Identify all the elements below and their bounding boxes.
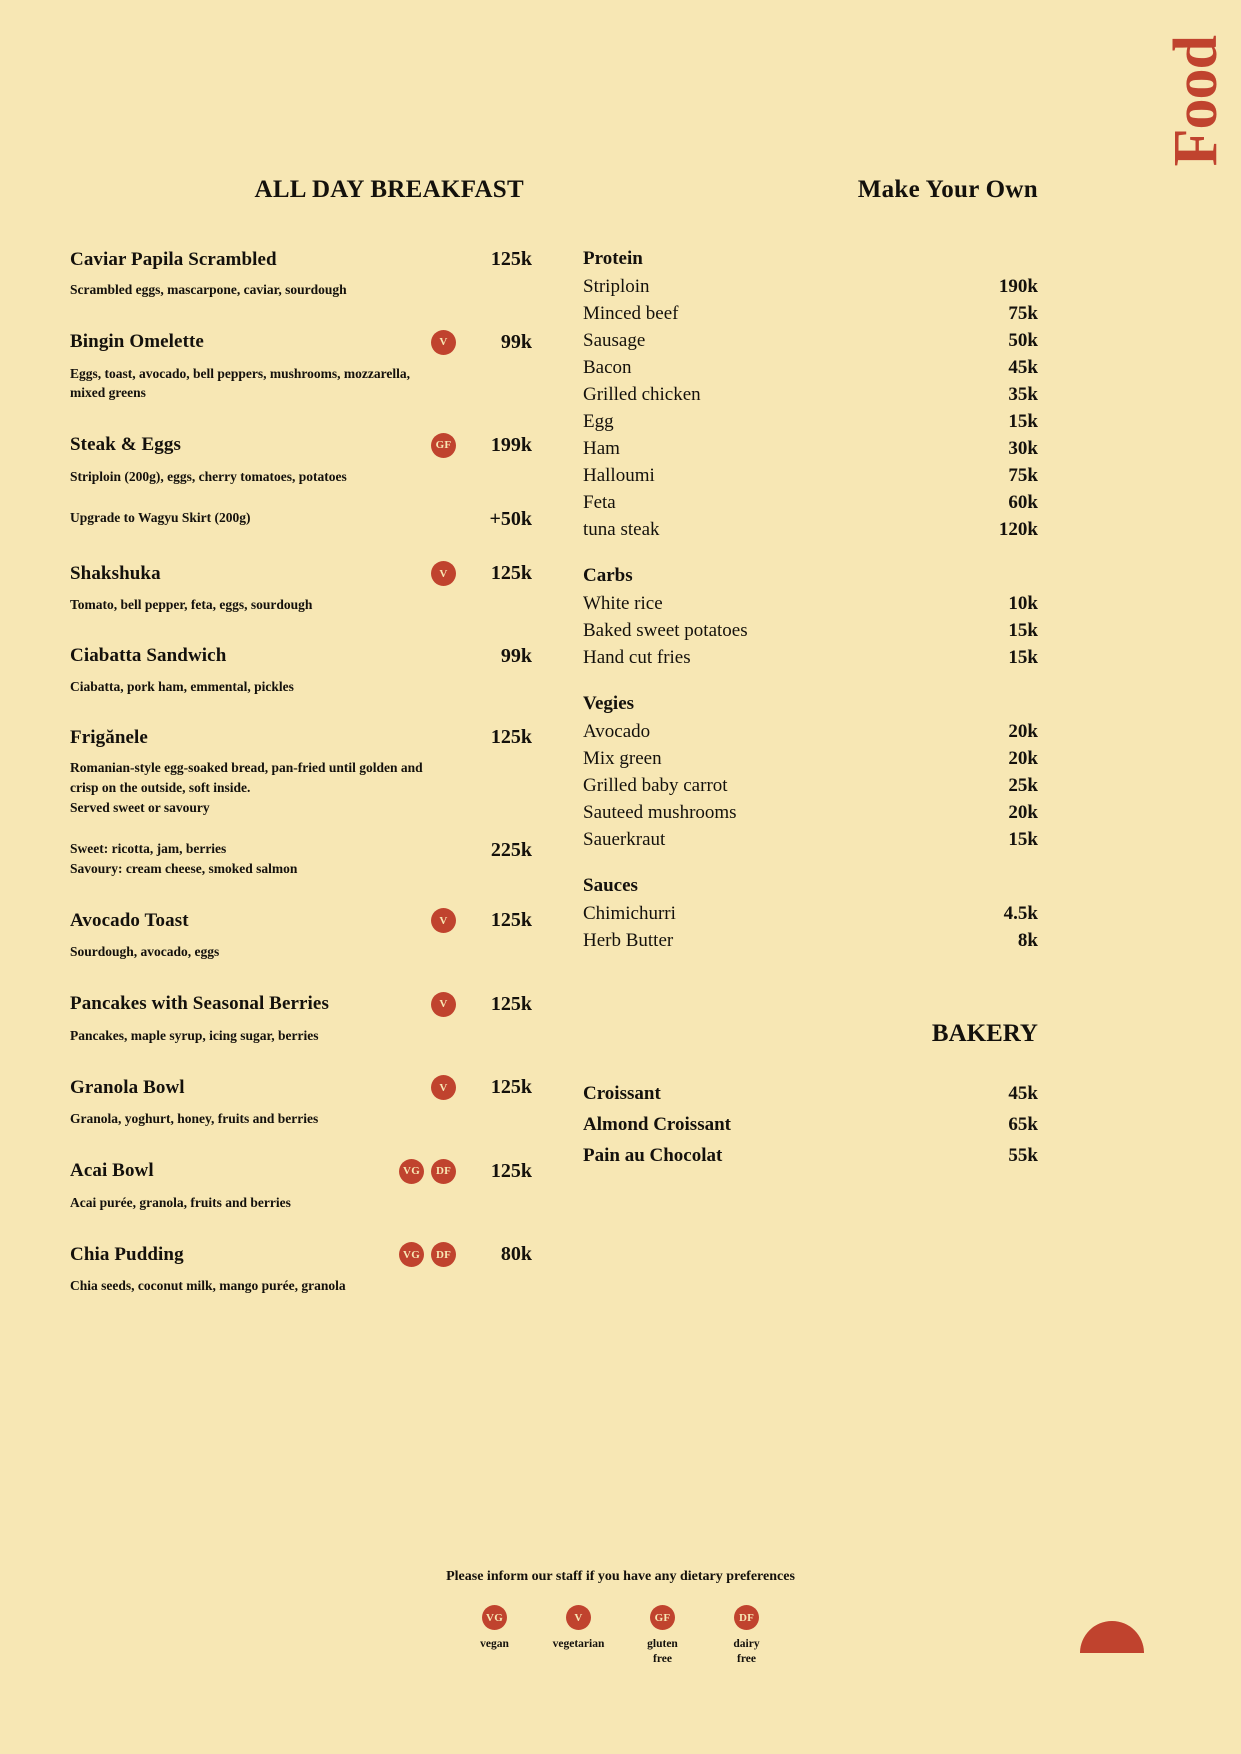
legend-item <box>716 1605 778 1666</box>
dish-price: 125k <box>490 562 532 585</box>
dish-option-row <box>70 508 532 531</box>
bakery-item-name: Almond Croissant <box>583 1113 731 1135</box>
ingredient-name: Sauteed mushrooms <box>583 801 737 823</box>
dish-item <box>70 1242 532 1296</box>
bakery-row <box>583 1078 1038 1109</box>
ingredient-name: Ham <box>583 437 620 459</box>
dish-header <box>70 645 532 668</box>
ingredient-name: Striploin <box>583 275 650 297</box>
dish-option-price: 225k <box>490 839 532 862</box>
dish-item <box>70 992 532 1046</box>
dish-price: 125k <box>490 1159 532 1182</box>
dish-name: Shakshuka <box>70 562 161 584</box>
dish-list <box>70 248 532 1296</box>
ingredient-name: Mix green <box>583 747 662 769</box>
ingredient-row <box>583 826 1038 853</box>
ingredient-row <box>583 354 1038 381</box>
dish-badges <box>431 908 456 933</box>
ingredient-name: Grilled chicken <box>583 383 701 405</box>
bakery-item-price: 65k <box>1008 1113 1038 1135</box>
ingredient-price: 10k <box>1008 592 1038 614</box>
legend-item <box>548 1605 610 1666</box>
dish-header <box>70 330 532 355</box>
ingredient-name: Egg <box>583 410 614 432</box>
footer <box>0 1569 1241 1666</box>
dish-price: 125k <box>490 992 532 1015</box>
dish-option-row <box>70 839 532 878</box>
ingredient-row <box>583 408 1038 435</box>
ingredient-name: White rice <box>583 592 663 614</box>
dietary-badge-df: DF <box>734 1605 759 1630</box>
dish-name: Pancakes with Seasonal Berries <box>70 993 329 1015</box>
ingredient-name: Sausage <box>583 329 646 351</box>
ingredient-price: 45k <box>1008 356 1038 378</box>
dish-badges <box>431 561 456 586</box>
dietary-badge-vg: VG <box>399 1159 424 1184</box>
ingredient-row <box>583 799 1038 826</box>
ingredient-price: 190k <box>998 275 1038 297</box>
page-category-label: Food <box>1162 36 1230 167</box>
dish-header <box>70 1242 532 1267</box>
ingredient-row <box>583 927 1038 954</box>
ingredient-price: 15k <box>1008 646 1038 668</box>
make-your-own-group <box>583 693 1038 853</box>
legend-label: gluten free <box>647 1638 678 1665</box>
dish-price: 125k <box>490 909 532 932</box>
dish-header <box>70 1159 532 1184</box>
dish-item <box>70 330 532 403</box>
dish-name: Chia Pudding <box>70 1243 184 1265</box>
ingredient-name: Baked sweet potatoes <box>583 619 748 641</box>
make-your-own-group <box>583 875 1038 954</box>
dietary-badge-v: V <box>431 330 456 355</box>
dish-name: Frigănele <box>70 726 148 748</box>
dish-description: Sourdough, avocado, eggs <box>70 944 220 960</box>
ingredient-price: 20k <box>1008 747 1038 769</box>
dietary-legend <box>0 1605 1241 1666</box>
ingredient-row <box>583 644 1038 671</box>
dish-price: 99k <box>500 644 532 667</box>
dish-badges <box>399 1159 456 1184</box>
ingredient-name: Halloumi <box>583 464 655 486</box>
dish-price: 125k <box>490 1076 532 1099</box>
ingredient-price: 20k <box>1008 720 1038 742</box>
dish-item <box>70 1075 532 1129</box>
ingredient-name: Sauerkraut <box>583 828 666 850</box>
dish-description: Granola, yoghurt, honey, fruits and berries <box>70 1111 319 1127</box>
ingredient-row <box>583 718 1038 745</box>
dish-option-text: Upgrade to Wagyu Skirt (200g) <box>70 510 251 526</box>
ingredient-price: 30k <box>1008 437 1038 459</box>
legend-label: dairy free <box>733 1638 760 1665</box>
dish-item <box>70 1159 532 1213</box>
ingredient-row <box>583 516 1038 543</box>
dietary-badge-v: V <box>431 908 456 933</box>
dish-item <box>70 561 532 615</box>
dish-name: Ciabatta Sandwich <box>70 645 227 667</box>
make-your-own-groups <box>583 248 1038 954</box>
dish-price: 99k <box>500 330 532 353</box>
dish-item <box>70 433 532 532</box>
section-title-make-your-own: Make Your Own <box>857 176 1038 203</box>
dish-badges <box>431 1075 456 1100</box>
legend-label: vegan <box>480 1638 509 1651</box>
dish-description: Striploin (200g), eggs, cherry tomatoes, potatoes <box>70 468 347 484</box>
ingredient-name: Grilled baby carrot <box>583 774 728 796</box>
dish-name: Bingin Omelette <box>70 331 204 353</box>
dietary-badge-v: V <box>566 1605 591 1630</box>
bakery-row <box>583 1109 1038 1140</box>
ingredient-price: 50k <box>1008 329 1038 351</box>
dish-price: 80k <box>500 1243 532 1266</box>
ingredient-name: tuna steak <box>583 518 660 540</box>
dish-badges <box>431 992 456 1017</box>
ingredient-row <box>583 327 1038 354</box>
ingredient-row <box>583 489 1038 516</box>
dish-option-text: Sweet: ricotta, jam, berries Savoury: cream cheese, smoked salmon <box>70 841 298 876</box>
dish-header <box>70 908 532 933</box>
dietary-badge-vg: VG <box>482 1605 507 1630</box>
ingredient-name: Avocado <box>583 720 651 742</box>
dish-header <box>70 992 532 1017</box>
dietary-badge-gf: GF <box>650 1605 675 1630</box>
dish-header <box>70 561 532 586</box>
group-title: Carbs <box>583 565 633 586</box>
group-title: Sauces <box>583 875 638 896</box>
ingredient-row <box>583 900 1038 927</box>
dietary-badge-df: DF <box>431 1242 456 1267</box>
dish-description: Chia seeds, coconut milk, mango purée, granola <box>70 1278 346 1294</box>
ingredient-price: 60k <box>1008 491 1038 513</box>
group-title: Protein <box>583 248 643 269</box>
section-title-bakery: BAKERY <box>931 1020 1038 1047</box>
bakery-item-price: 55k <box>1008 1144 1038 1166</box>
ingredient-price: 120k <box>998 518 1038 540</box>
dish-header <box>70 1075 532 1100</box>
dish-description: Tomato, bell pepper, feta, eggs, sourdough <box>70 597 313 613</box>
bakery-item-name: Croissant <box>583 1082 661 1104</box>
dish-item <box>70 726 532 878</box>
dish-description: Ciabatta, pork ham, emmental, pickles <box>70 678 294 694</box>
dish-item <box>70 908 532 962</box>
ingredient-name: Bacon <box>583 356 632 378</box>
ingredient-price: 15k <box>1008 619 1038 641</box>
dish-badges <box>431 433 456 458</box>
dish-option-price: +50k <box>489 508 532 531</box>
dish-description: Scrambled eggs, mascarpone, caviar, sourdough <box>70 282 347 297</box>
ingredient-row <box>583 590 1038 617</box>
section-title-breakfast: ALL DAY BREAKFAST <box>254 176 524 203</box>
dish-item <box>70 248 532 300</box>
dish-description: Eggs, toast, avocado, bell peppers, mushrooms, mozzarella, mixed greens <box>70 365 410 401</box>
make-your-own-group <box>583 248 1038 543</box>
ingredient-row <box>583 745 1038 772</box>
bakery-item-name: Pain au Chocolat <box>583 1144 723 1166</box>
dish-badges <box>431 330 456 355</box>
ingredient-name: Herb Butter <box>583 929 674 951</box>
dish-item <box>70 645 532 697</box>
ingredient-price: 4.5k <box>1003 902 1038 924</box>
ingredient-row <box>583 772 1038 799</box>
dietary-badge-df: DF <box>431 1159 456 1184</box>
dish-price: 199k <box>490 433 532 456</box>
dish-header <box>70 248 532 271</box>
ingredient-row <box>583 273 1038 300</box>
ingredient-row <box>583 381 1038 408</box>
ingredient-price: 75k <box>1008 302 1038 324</box>
bakery-row <box>583 1140 1038 1171</box>
dish-name: Avocado Toast <box>70 909 189 931</box>
legend-item <box>632 1605 694 1666</box>
dietary-badge-v: V <box>431 1075 456 1100</box>
all-day-breakfast-column <box>70 176 532 1326</box>
dish-name: Acai Bowl <box>70 1160 154 1182</box>
dietary-badge-gf: GF <box>431 433 456 458</box>
group-title: Vegies <box>583 693 635 714</box>
dish-header <box>70 433 532 458</box>
ingredient-price: 20k <box>1008 801 1038 823</box>
ingredient-price: 15k <box>1008 410 1038 432</box>
ingredient-row <box>583 617 1038 644</box>
ingredient-name: Feta <box>583 491 616 513</box>
dish-description: Pancakes, maple syrup, icing sugar, berries <box>70 1027 319 1043</box>
bakery-list <box>583 1078 1038 1171</box>
ingredient-row <box>583 300 1038 327</box>
ingredient-row <box>583 435 1038 462</box>
dish-price: 125k <box>490 726 532 749</box>
dish-description: Romanian-style egg-soaked bread, pan-fried until golden and crisp on the outside, soft inside. Served sweet or savoury <box>70 760 423 815</box>
dish-header <box>70 726 532 749</box>
make-your-own-column <box>583 176 1038 1171</box>
ingredient-price: 25k <box>1008 774 1038 796</box>
dish-price: 125k <box>490 248 532 270</box>
ingredient-price: 35k <box>1008 383 1038 405</box>
make-your-own-group <box>583 565 1038 671</box>
bakery-item-price: 45k <box>1008 1082 1038 1104</box>
ingredient-row <box>583 462 1038 489</box>
ingredient-name: Hand cut fries <box>583 646 691 668</box>
dish-badges <box>399 1242 456 1267</box>
legend-label: vegetarian <box>552 1638 605 1651</box>
dish-description: Acai purée, granola, fruits and berries <box>70 1194 291 1210</box>
ingredient-price: 15k <box>1008 828 1038 850</box>
dish-name: Steak & Eggs <box>70 434 181 456</box>
ingredient-name: Minced beef <box>583 302 679 324</box>
ingredient-price: 8k <box>1017 929 1038 951</box>
dish-name: Granola Bowl <box>70 1076 185 1098</box>
dietary-badge-v: V <box>431 561 456 586</box>
ingredient-name: Chimichurri <box>583 902 676 924</box>
dietary-badge-v: V <box>431 992 456 1017</box>
dish-name: Caviar Papila Scrambled <box>70 248 277 270</box>
ingredient-price: 75k <box>1008 464 1038 486</box>
dietary-note: Please inform our staff if you have any dietary preferences <box>446 1569 795 1585</box>
legend-item <box>464 1605 526 1666</box>
dietary-badge-vg: VG <box>399 1242 424 1267</box>
